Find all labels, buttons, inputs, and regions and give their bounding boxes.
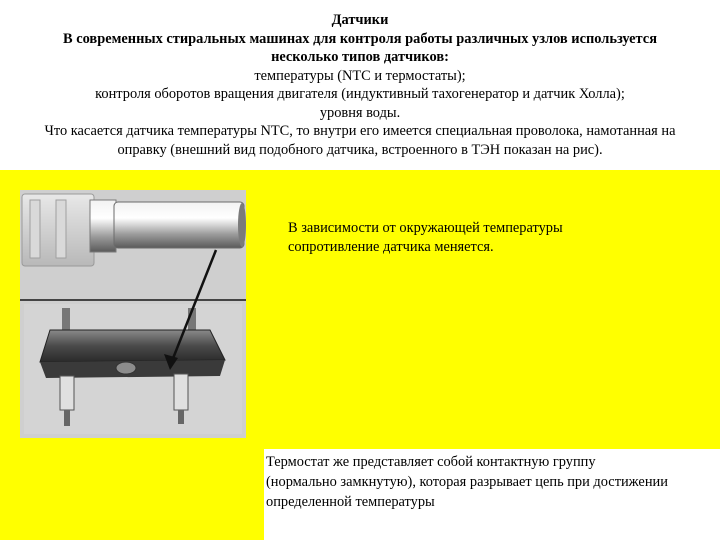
page-title: Датчики (331, 12, 389, 28)
thermostat-note (264, 449, 720, 540)
ntc-paragraph-line-2: оправку (внешний вид подобного датчика, встроенного в ТЭН показан на рис). (117, 141, 603, 158)
thermostat-note-line-2: (нормально замкнутую), которая разрывает цепь при достижении (266, 474, 668, 490)
thermostat-note-line-1: Термостат же представляет собой контактную группу (266, 454, 596, 470)
list-item-temperature: температуры (NTC и термостаты); (254, 67, 466, 84)
sensor-photo-illustration (20, 190, 246, 438)
header-panel (0, 0, 720, 170)
list-item-rotation: контроля оборотов вращения двигателя (индуктивный тахогенератор и датчик Холла); (95, 86, 625, 102)
list-item-water: уровня воды. (319, 104, 401, 121)
resistance-note (288, 219, 688, 256)
resistance-note-line-1: В зависимости от окружающей температуры (288, 220, 563, 236)
resistance-note-line-2: сопротивление датчика меняется. (288, 238, 494, 255)
thermostat-note-line-3: определенной температуры (266, 494, 435, 510)
intro-line-2: несколько типов датчиков: (271, 49, 449, 65)
intro-line-1: В современных стиральных машинах для контроля работы различных узлов используется (63, 30, 657, 47)
ntc-paragraph-line-1: Что касается датчика температуры NTC, то внутри его имеется специальная проволока, намотанная на (44, 123, 676, 139)
sensor-photo (20, 190, 246, 438)
